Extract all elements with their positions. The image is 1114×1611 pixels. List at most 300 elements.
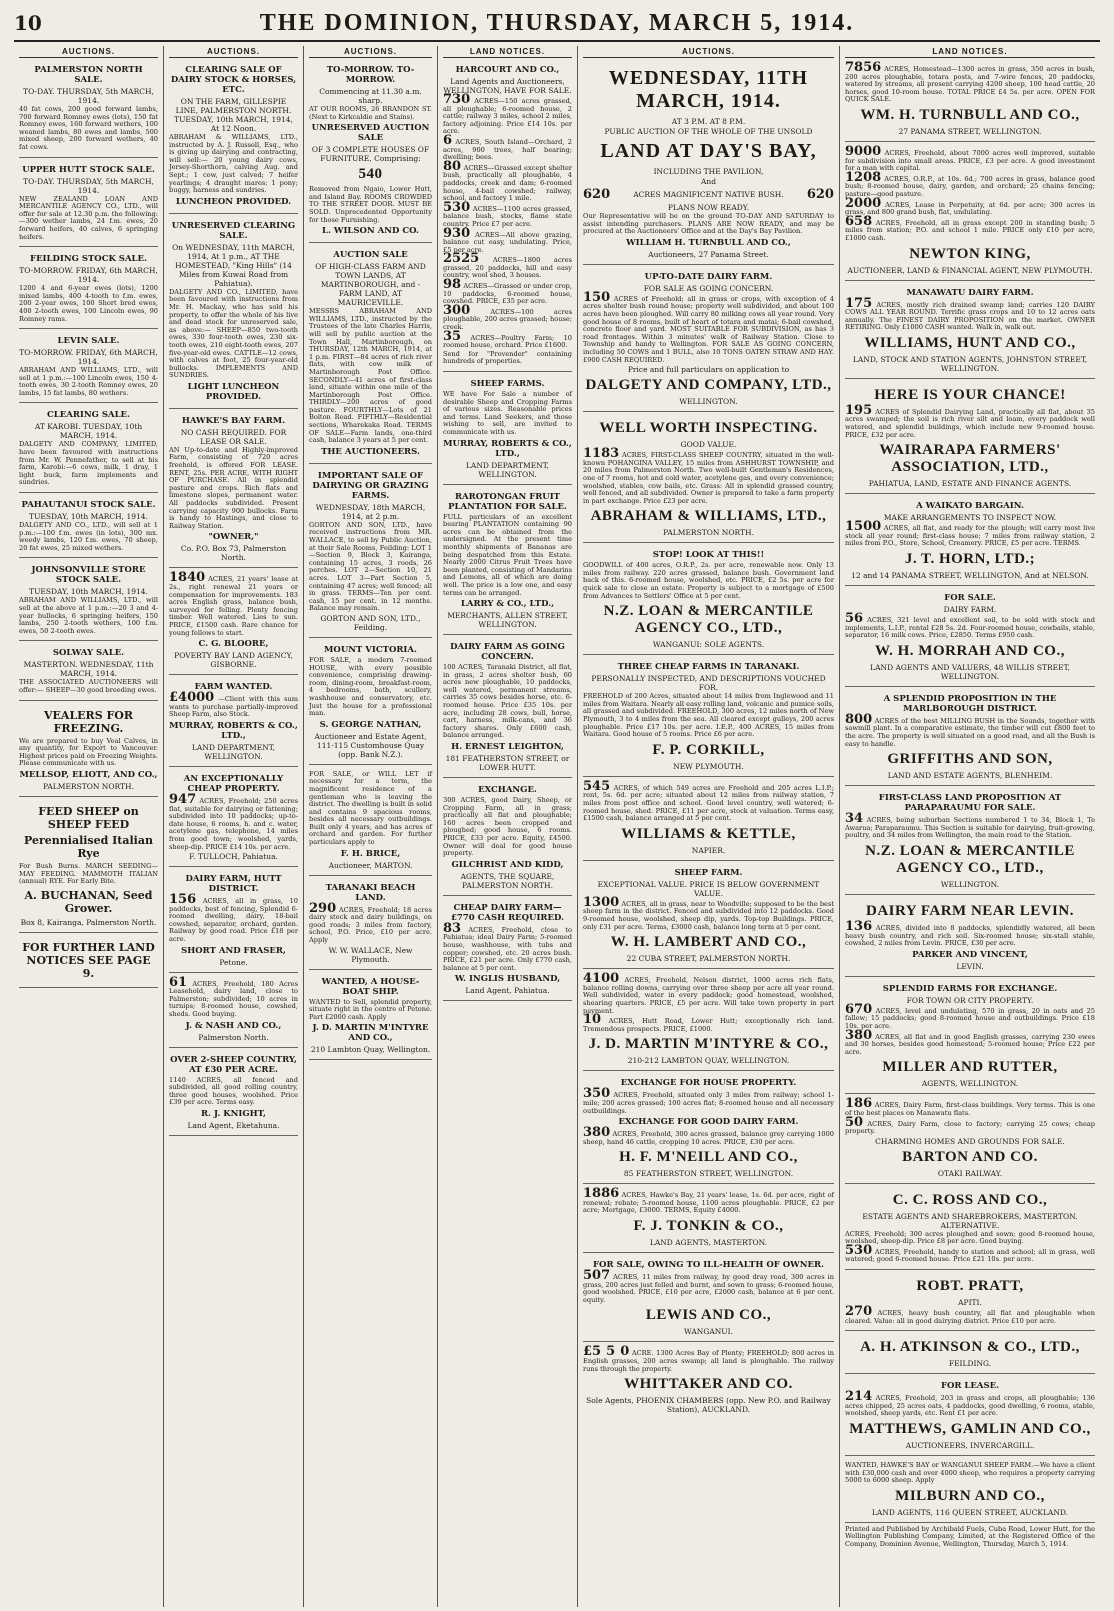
ad-body <box>845 402 1095 439</box>
ad-body <box>169 791 298 851</box>
ad-bay-of-plenty <box>583 1345 834 1419</box>
ad-body <box>845 60 1095 104</box>
ad-body: GOODWILL of 400 acres, O.R.P., 2s. per acre, renewable now. Only 13 miles from railway. 220 acres grassed, balance bush. Government land back of this. 6-roomed house, woolshed, etc. PRICE, £2 5s. per acre for quick sale to close an estate. Property is subject to a mortgage of £500 from Advances to Settlers' Office at 5 per cent. <box>583 561 834 600</box>
acreage: 150 <box>583 289 611 305</box>
acreage: 290 <box>309 900 337 916</box>
ad-title: SHEEP FARM. <box>674 867 743 878</box>
ad-title: OVER 2-SHEEP COUNTRY, AT £30 PER ACRE. <box>170 1054 297 1075</box>
ad-body: 300 ACRES, good Dairy, Sheep, or Cropping Farm, all in grass; practically all flat and ploughable; 160 acres been cropped and ploughed; good house, 6 rooms. PRICE, £33 per acre. Equity, £4500. Owner will deal for good house property. <box>443 796 572 858</box>
ad-address: AGENTS, THE SQUARE, PALMERSTON NORTH. <box>460 871 555 890</box>
acreage: 1500 <box>845 519 882 535</box>
ad-body <box>845 1001 1095 1031</box>
newspaper-title: THE DOMINION, THURSDAY, MARCH 5, 1914. <box>259 9 855 36</box>
ad-body: ABRAHAM AND WILLIAMS, LTD., will sell at the above at 1 p.m.:—20 3 and 4-year bullocks, 6 springing heifers, 150 lambs, 250 2-tooth wethers, 100 f.m. ewes, 50 2-tooth ewes. <box>19 596 158 635</box>
ad-text: ACRES of Freehold; all in grass or crops, with exception of 4 acres shelter bush round house; property well subdivided, and about 100 acres have been ploughed. Will carry 80 milking cows all year round. Very good house of 8 rooms, built of heart of totara and matai; 6-bail cowshed, concrete floor and yard. MOST SUITABLE FOR SUBDIVISION, as has 3 road frontages. Within 3 minutes' walk of Railway Station. Close to Township and handy to Wellington. FOR SALE AS GOING CONCERN, including 50 COWS and 1 BULL, also 10 TONS OATEN STRAW AND HAY. £900 CASH REQUIRED. <box>583 294 834 364</box>
ad-text: ACRES, level and undulating, 570 in grass, 20 in oats and 25 fallow; 15 paddocks; good 8-roomed house and outbuildings. Price £18 10s. per acre. <box>845 1006 1095 1030</box>
ad-text: ACRES, 11 miles from railway, by good dray road, 300 acres in grass, 200 acres just felled and burnt, and sown to grass; 6-roomed house, good woolshed. PRICE, £10 per acre, £2000 cash, balance at 6 per cent. equity. <box>583 1273 834 1304</box>
ad-text: ACRES, Homestead—1300 acres in grass, 350 acres in bush, 200 acres ploughable, totara posts, and 7-wire fences, 20 paddocks, watered by streams, all present carrying 4200 sheep, 100 head cattle, 20 horses, good 10-room house. TOTAL PRICE £4 5s. per acre. OPEN FOR QUICK SALE. <box>845 65 1095 104</box>
ad-address: WANGANUI: SOLE AGENTS. <box>652 640 765 650</box>
ad-advertiser: W. H. MORRAH AND CO., <box>875 642 1065 659</box>
ad-feed-sheep <box>19 800 158 933</box>
ad-address: PAHIATUA, LAND, ESTATE AND FINANCE AGENTS. <box>868 479 1072 489</box>
ad-address: AGENTS, WELLINGTON. <box>921 1079 1019 1089</box>
ad-title: HERE IS YOUR CHANCE! <box>874 386 1066 403</box>
ad-body <box>583 289 834 364</box>
ad-address: NAPIER. <box>691 845 726 855</box>
ad-text: ACRES, Freehold, 180 Acres Leasehold, dairy land, close to Palmerston; subdivided; 10 acres in turnips; 8-roomed house, cowshed, sheds. Good buying. <box>169 979 298 1019</box>
ad-address: Box 8, Kairanga, Palmerston North. <box>20 917 157 927</box>
ad-body: FOR SALE, or WILL LET if necessary for a term, the magnificent residence of a gentleman who is leaving the district. The dwelling is built in solid and contains 9 spacious rooms, besides all necessary outbuildings. Built only 4 years, and has acres of orchard and garden. For further particulars apply to <box>309 769 432 847</box>
ad-advertiser: A. BUCHANAN, Seed Grower. <box>24 888 153 915</box>
ad-exchange-house <box>583 1074 834 1184</box>
ad-furniture-sale <box>309 61 432 243</box>
page-number: 10 <box>14 11 42 35</box>
ad-body: ABRAHAM AND WILLIAMS, LTD., will sell at 1 p.m.:—100 Lincoln ewes, 150 4-tooth ewes, 30 2-tooth Romney ewes, 20 lambs, 15 fat lambs, 80 wethers. <box>19 366 158 397</box>
ad-text: ACRES, Lease in Perpetuity, at 6d. per acre; 300 acres in grass, and 800 grand bush, flat, undulating. <box>845 200 1095 217</box>
ad-text: ACRES, all flat, and ready for the plough; will carry most live stock all year round; first-class house; 7 miles from railway station, 2 miles from P.O., Store, School, Creamery. PRICE, £5 per acre. TERMS. <box>845 524 1095 548</box>
ad-address: 22 CUBA STREET, PALMERSTON NORTH. <box>626 954 791 964</box>
ad-text: ACRES, Freehold, Nelson district, 1000 acres rich flats, balance rolling downs, carrying over three sheep per acre all year round. Well subdivided, water in every paddock; good homestead, woolshed, shearing quarters. PRICE, £5 per acre. Will take town property in part payment. <box>583 976 834 1015</box>
acreage: 530 <box>443 199 471 215</box>
acreage: 350 <box>583 1086 611 1102</box>
ad-subtitle: AT KAROBI. TUESDAY, 10th MARCH, 1914. <box>34 422 143 441</box>
acreage: 6 <box>443 132 453 148</box>
ad-advertiser: A. H. ATKINSON & CO., LTD., <box>860 1339 1080 1356</box>
acreage: 83 <box>443 920 462 936</box>
acreage: 530 <box>845 1242 873 1258</box>
ad-address: Co. P.O. Box 73, Palmerston North. <box>180 544 287 563</box>
listing-text: ACRES, South Island—Orchard, 2 acres, 900 trees, half bearing; dwelling; bees. <box>443 137 572 162</box>
ad-atkinson <box>845 1334 1095 1374</box>
ad-body: Removed from Ngaio, Lower Hutt, and Island Bay. ROOMS CROWDED TO THE STREET DOOR. MUST BE SOLD. Unprecedented Opportunity for those Furnishing. <box>309 185 432 224</box>
ad-cheap-dairy <box>443 899 572 1002</box>
ad-address: 210 Lambton Quay, Wellington. <box>310 1045 431 1055</box>
ad-title: FOR SALE. <box>944 593 996 604</box>
ad-advertiser: WILLIAMS, HUNT AND CO., <box>864 334 1076 351</box>
ad-address: AUCTIONEERS, INVERCARGILL. <box>905 1441 1035 1451</box>
ad-milburn <box>845 1459 1095 1523</box>
ad-address: 27 PANAMA STREET, WELLINGTON. <box>898 126 1042 136</box>
ad-marlborough <box>845 690 1095 786</box>
ad-text: ACRES, Freehold, 300 acres grassed, balance grey carrying 1000 sheep, hand 46 cattle, cropping 10 acres. PRICE, £30 per acre. <box>583 1130 834 1146</box>
ad-ross <box>845 1187 1095 1270</box>
ad-title: EXCHANGE. <box>478 785 537 796</box>
ad-subtitle: TO-DAY. THURSDAY, 5th MARCH, 1914. <box>23 176 154 195</box>
ad-levin-dairy <box>845 898 1095 977</box>
ad-address: Land Agent, Pahiatua. <box>465 986 550 996</box>
ad-sheep-farms <box>443 375 572 485</box>
ad-title: SHEEP FARMS. <box>470 379 545 389</box>
ad-cheap-property <box>169 770 298 867</box>
ad-napier-farm <box>583 780 834 861</box>
ad-title: FEILDING STOCK SALE. <box>30 254 147 265</box>
ad-body <box>845 1304 1095 1325</box>
ad-body: For Bush Burns. MARCH SEEDING—MAY FEEDING. MAMMOTH ITALIAN (annual) RYE. For Early Bite. <box>19 861 158 886</box>
ad-petone-property <box>309 973 432 1061</box>
ad-address: PALMERSTON NORTH. <box>663 528 754 538</box>
ad-subtitle: WEDNESDAY, 18th MARCH, 1914, at 2 p.m. <box>315 502 426 521</box>
column-heading: AUCTIONS. <box>309 46 432 58</box>
ad-exchange <box>443 781 572 896</box>
ad-body <box>845 1389 1095 1418</box>
column-heading: AUCTIONS. <box>19 46 158 58</box>
ad-title: A WAIKATO BARGAIN. <box>916 501 1024 512</box>
ad-body: NEW ZEALAND LOAN AND MERCANTILE AGENCY CO., LTD., will offer for sale at 12.30 p.m. the following:—300 wether lambs, 24 f.m. ewes, 20 forward heifers, 40 calves, 6 springing heifers. <box>19 194 158 241</box>
ad-text: ACRES, Freehold; 18 acres dairy stock and dairy buildings, on good roads; 3 miles from factory, school, P.O. Price, £10 per acre. Apply <box>309 905 432 945</box>
ad-clearing-sale-dairy <box>169 61 298 214</box>
ad-title: LEVIN SALE. <box>57 336 120 347</box>
ad-text: ACRES, Dairy Farm, first-class buildings. Very terms. This is one of the best places on Manawatu flats. <box>845 1101 1095 1117</box>
acreage: 507 <box>583 1268 611 1284</box>
ad-text: ACRES of the best MILLING BUSH in the Sounds, together with sawmill plant. In a comparative estimate, the timber will cut £800 feet to the acre. The property is well situated on a good road, and all the Bush is easy to handle. <box>845 716 1095 748</box>
ad-body <box>169 974 298 1019</box>
ad-body <box>845 811 1095 840</box>
ad-text: ACRES, divided into 8 paddocks, splendidly watered, all been heavy bush country, and rich soil. Six-roomed house; six-stall stable, cowshed, 2 miles from Levin. PRICE, £30 per acre. <box>845 923 1095 948</box>
ad-body <box>443 920 572 973</box>
acreage: 1208 <box>845 169 882 185</box>
ad-address: ESTATE AGENTS AND SHAREBROKERS, MASTERTON. ALTERNATIVE. <box>862 1211 1078 1230</box>
ad-advertiser: N.Z. LOAN & MERCANTILE AGENCY CO., LTD., <box>603 603 814 637</box>
acreage: 156 <box>169 892 197 908</box>
ad-address: APITI. <box>958 1298 982 1308</box>
acreage: 270 <box>845 1304 873 1320</box>
acreage: 930 <box>443 225 471 241</box>
ad-body: FULL particulars of an excellent bearing PLANTATION containing 90 acres can be obtained from the undersigned. At the present time monthly shipments of Bananas are being despatched from this Estate. Nearly 2000 Citrus Fruit Trees have been planted, consisting of Mandarins and Lemons, all of which are doing well. The price is a low one, and easy terms can be arranged. <box>443 512 572 597</box>
ad-advertiser: WM. H. TURNBULL AND CO., <box>860 106 1080 123</box>
ad-address: Petone. <box>219 957 248 967</box>
ad-turnbull-homestead <box>845 61 1095 142</box>
ad-mount-victoria <box>309 641 432 765</box>
ad-title: A SPLENDID PROPOSITION IN THE MARLBOROUGH DISTRICT. <box>883 693 1057 714</box>
ad-subtitle: OF 3 COMPLETE HOUSES OF FURNITURE, Comprising: <box>311 145 430 164</box>
ad-address: LAND AND ESTATE AGENTS, BLENHEIM. <box>887 771 1053 781</box>
ad-advertiser: N.Z. LOAN & MERCANTILE AGENCY CO., LTD., <box>865 842 1075 876</box>
ad-body <box>845 143 1095 173</box>
ad-advertiser: MURRAY, ROBERTS & CO., LTD., <box>443 438 572 459</box>
ad-address: LAND DEPARTMENT, WELLINGTON. <box>465 460 550 479</box>
ad-body <box>845 1096 1095 1117</box>
ad-text: ACRES, Hawke's Bay, 21 years' lease, 1s. 6d. per acre, right of renewal; rebate; 5-roomed house, 1100 acres ploughable. PRICE, £2 per acre; Mortgage, £3000. TERMS, Equity £4000. <box>583 1191 834 1215</box>
ad-clearing-sale <box>19 406 158 493</box>
ad-title: IMPORTANT SALE OF DAIRYING OR GRAZING FARMS. <box>312 470 429 501</box>
ad-address: FEILDING. <box>948 1359 992 1369</box>
ad-advertiser: WHITTAKER AND CO. <box>624 1376 793 1393</box>
ad-advertiser: F. P. CORKILL, <box>652 741 765 758</box>
ad-title: AUCTION SALE <box>333 250 408 261</box>
ad-advertiser: R. J. KNIGHT, <box>200 1109 267 1119</box>
ad-subtitle: EXCEPTIONAL VALUE. PRICE IS BELOW GOVERNMENT VALUE. <box>597 879 820 898</box>
ad-advertiser: SHORT AND FRASER, <box>181 945 286 956</box>
ad-body <box>845 213 1095 243</box>
ad-subtitle: Commencing at 11.30 a.m. sharp. <box>319 87 422 105</box>
ad-title: PAHAUTANUI STOCK SALE. <box>21 500 156 511</box>
ad-body <box>583 1268 834 1304</box>
ad-hawkes-bay-farm <box>169 412 298 569</box>
ad-title: JOHNSONVILLE STORE STOCK SALE. <box>31 565 146 586</box>
ad-paraparaumu <box>845 789 1095 895</box>
listing-text: ACRES—All above grazing, balance cut easy, undulating. Price, £5 per acre. <box>443 230 572 254</box>
acreage: 4100 <box>583 971 620 987</box>
ad-address: LAND, STOCK AND STATION AGENTS, JOHNSTON STREET, WELLINGTON. <box>852 354 1088 373</box>
ad-advertiser: GRIFFITHS AND SON, <box>887 751 1053 768</box>
acreage: 7856 <box>845 60 882 75</box>
ad-address: WANGANUI. <box>684 1327 733 1337</box>
ad-address: PALMERSTON NORTH. <box>43 781 134 791</box>
ad-subtitle: DAIRY FARM. <box>943 605 997 615</box>
ad-text: ACRES, Freehold, situated only 3 miles from railway; school 1-mile; 200 acres grassed; 100 acres flat; 8-roomed house and all necessary outbuildings. <box>583 1091 834 1115</box>
ad-text: ACRES, Freehold; 250 acres flat, suitable for dairying or fattening; subdivided into 10 paddocks; up-to-date house, 6 rooms, h. and c. water, acetylene gas, telephone, 14 miles from good town; woolshed, yards, sheep-dip. PRICE £14 10s. per acre. <box>169 796 298 851</box>
ad-newton-king <box>845 145 1095 281</box>
ad-subtitle: MAKE ARRANGEMENTS TO INSPECT NOW. <box>883 513 1057 523</box>
ad-address: Sole Agents, PHOENIX CHAMBERS (opp. New P.O. and Railway Station), AUCKLAND. <box>586 1396 831 1415</box>
acreage: 2000 <box>845 195 882 211</box>
ad-body <box>845 295 1096 332</box>
ad-advertiser: PARKER AND VINCENT, <box>912 949 1028 960</box>
ad-body: 100 ACRES, Taranaki District, all flat, in grass, 2 acres shelter bush, 60 acres new ploughable, 10 paddocks, well watered, permanent streams, carries 35 cows besides horse, etc. 6-roomed house. Price £35 10s. per acre, including 28 cows, bull, horse, cart, harness, milk-cans, and 36 factory shares. Only £600 cash, balance arranged. <box>443 663 572 740</box>
acreage: 730 <box>443 92 471 107</box>
ad-advertiser: ROBT. PRATT, <box>916 1278 1024 1295</box>
ad-title: FEED SHEEP on SHEEP FEED <box>38 804 139 831</box>
ad-address: NEW PLYMOUTH. <box>673 761 744 771</box>
acreage: 9000 <box>845 143 882 159</box>
ad-body: ACRES, Freehold; 300 acres ploughed and sown; good 8-roomed house, woolshed, sheep-dip. Price £8 per acre. Good buying. <box>845 1229 1095 1246</box>
acreage: 195 <box>845 402 873 418</box>
ad-title: RAROTONGAN FRUIT PLANTATION FOR SALE. <box>448 491 567 512</box>
ad-body <box>583 778 834 823</box>
acreage: 175 <box>845 295 873 311</box>
ad-vealers <box>19 704 158 797</box>
ad-body: 1200 4 and 6-year ewes (lots), 1200 mixed lambs, 400 4-tooth to f.m. ewes, 200 2-year ewes, 100 Short bred ewes, 400 2-tooth ewes, 100 Lincoln ewes, 90 Romney rams. <box>19 284 158 323</box>
ad-title: FIRST-CLASS LAND PROPOSITION AT PARAPARAUMU FOR SALE. <box>878 793 1062 814</box>
column-3 <box>304 46 438 1607</box>
ad-address: Palmerston North. <box>198 1032 269 1042</box>
ad-advertiser: DALGETY AND COMPANY, LTD., <box>585 377 832 394</box>
ad-text: ACRES, Dairy Farm, close to factory; carrying 25 cows; cheap property. <box>845 1119 1095 1136</box>
ad-title: SPLENDID FARMS FOR EXCHANGE. <box>882 983 1058 994</box>
ad-title: VEALERS FOR FREEZING. <box>43 708 134 735</box>
ad-body: AT OUR ROOMS, 26 BRANDON ST. (Next to Kirkcaldie and Stains). <box>309 105 432 121</box>
ad-advertiser: MILLER AND RUTTER, <box>882 1059 1058 1076</box>
listing-text: ACRES—100 acres ploughable, 200 acres grassed; house; creek. <box>443 307 572 332</box>
ad-subtitle: ACRES MAGNIFICENT NATIVE BUSH. <box>633 190 784 199</box>
listing-text: ACRES—150 acres grassed, all ploughable; 6-roomed house, 2 cattle; railway 3 miles, school 2 miles, factory adjoining. Price £14 10s. per acre. <box>443 97 572 136</box>
listing <box>443 251 572 280</box>
ad-advertiser: MURRAY, ROBERTS & CO., LTD., <box>169 720 298 741</box>
ad-rarotongan-plantation <box>443 488 572 636</box>
ad-body <box>583 1344 835 1373</box>
ad-address: WELLINGTON. <box>940 879 1000 889</box>
sale-date: WEDNESDAY, 11TH MARCH, 1914. <box>608 67 809 112</box>
listing-text: ACRES—1800 acres grassed, 20 paddocks, hill and easy country, wool shed, 3 houses. <box>443 256 572 280</box>
ad-title: DAIRY FARM AS GOING CONCERN. <box>450 642 565 663</box>
ad-barton <box>845 1097 1095 1183</box>
ad-title: FOR SALE, OWING TO ILL-HEALTH OF OWNER. <box>593 1260 824 1271</box>
ad-body <box>169 570 298 637</box>
ad-feilding-sale <box>19 250 158 329</box>
ad-advertiser: MILBURN AND CO., <box>895 1487 1045 1504</box>
ad-61-acres <box>169 976 298 1048</box>
ad-address: LAND DEPARTMENT, WELLINGTON. <box>191 742 276 761</box>
ad-footer: LIGHT LUNCHEON PROVIDED. <box>187 381 280 402</box>
ad-upper-hutt-sale <box>19 161 158 248</box>
acreage: 136 <box>845 918 873 934</box>
ad-advertiser: H. F. M'NEILL AND CO., <box>619 1149 798 1166</box>
ad-subtitle: NO CASH REQUIRED. FOR LEASE OR SALE. <box>180 427 287 446</box>
acreage: 2525 <box>443 251 480 267</box>
ad-advertiser: W. H. LAMBERT AND CO., <box>610 934 807 951</box>
ad-text: ACRES, Freehold, 203 in grass and crops, all ploughable; 136 acres chipped, 25 acres oats, 4 paddocks, good dwelling, 6 rooms, stable, woolshed, sheep yards, etc. Rent £1 per acre. <box>845 1394 1095 1418</box>
ad-body: 40 fat cows, 200 good forward lambs, 700 forward Romney ewes (lots), 150 fat Romney ewes, 160 forward wethers, 100 weaned lambs, 80 ewes and lambs, 500 mixed sheep, 200 forward wethers, 40 fat cows. <box>19 105 158 151</box>
ad-title: AN EXCEPTIONALLY CHEAP PROPERTY. <box>183 773 284 794</box>
ad-pahautanui-sale <box>19 496 158 558</box>
ad-unreserved-clearing <box>169 217 298 409</box>
column-heading: AUCTIONS. <box>583 46 834 58</box>
ad-title: HARCOURT AND CO., <box>455 65 560 75</box>
ad-title: EXCHANGE FOR HOUSE PROPERTY. <box>620 1078 797 1089</box>
ad-address: LEVIN. <box>956 961 984 971</box>
ad-title: SOLWAY SALE. <box>52 648 125 659</box>
ad-footer: Send for "Provender" containing hundreds of properties. <box>443 349 572 366</box>
listing-text: ACRES—Grassed or under crop, 10 paddocks, 6-roomed house, cowshed. PRICE, £35 per acre. <box>443 282 572 306</box>
acreage: 35 <box>443 328 462 344</box>
acreage: 658 <box>845 213 873 229</box>
ad-title: STOP! LOOK AT THIS!! <box>652 550 765 561</box>
ad-address: 181 FEATHERSTON STREET, or LOWER HUTT. <box>445 754 570 773</box>
ad-body <box>583 1125 834 1146</box>
ad-body <box>845 1114 1095 1136</box>
sale-time: AT 3 P.M. AT 8 P.M. <box>671 117 746 126</box>
ad-title: UPPER HUTT STOCK SALE. <box>22 164 155 175</box>
ad-advertiser: J. D. MARTIN M'INTYRE & CO., <box>588 1036 829 1053</box>
ad-advertiser: H. ERNEST LEIGHTON, <box>451 742 564 753</box>
ad-body <box>309 900 432 945</box>
ad-text: ACRES, all in grass, 10 paddocks, best of fencing, Splendid 6-roomed dwelling, dairy, 18-bail cowshed, separator, orchard, garden. Railway by good road. Price £18 per acre. <box>169 897 298 944</box>
acreage: 1300 <box>583 894 620 910</box>
ad-title: CLEARING SALE. <box>47 410 130 421</box>
ad-title: FARM WANTED. <box>194 682 273 693</box>
ad-address: Auctioneer, MARTON. <box>328 860 413 870</box>
ad-subtitle: TUESDAY, 10th MARCH, 1914. <box>29 587 148 597</box>
ad-harcourt <box>443 61 572 372</box>
ad-subtitle: Land Agents and Auctioneers, WELLINGTON, HAVE FOR SALE. <box>443 77 572 95</box>
ad-subtitle: TO-DAY. THURSDAY, 5th MARCH, 1914. <box>23 87 154 105</box>
ad-subtitle: TO-MORROW. FRIDAY, 6th MARCH, 1914. <box>19 348 158 367</box>
ad-body <box>845 611 1095 640</box>
ad-residence-marton <box>309 768 432 876</box>
ad-up-to-date-dairy <box>583 268 834 412</box>
listing <box>443 328 572 350</box>
ad-body: FOR SALE, a modern 7-roomed HOUSE, with every possible convenience, comprising drawing-room, dining-room, breakfast-room, 4 bedrooms, bath, scullery, washhouse and conservatory, etc. Just the house for a professional man. <box>309 655 432 718</box>
acreage: 545 <box>583 778 611 794</box>
notice-text: FOR FURTHER LAND NOTICES SEE PAGE 9. <box>22 940 155 980</box>
ad-text: ACRES, of which 549 acres are Freehold and 205 acres L.I.P.; rent, 5s. 6d. per acre; situated about 12 miles from railway station, 7 miles from post office and school. Good level country, well watered; 6-roomed house, shed. PRICE, £11 per acre, stock at valuation. Terms easy, £1500 cash, balance arranged at 5 per cent. <box>583 783 834 823</box>
ad-address: Land Agent, Eketahuna. <box>187 1121 280 1130</box>
ad-address: Auctioneer and Estate Agent, 111-115 Customhouse Quay (opp. Bank N.Z.). <box>314 731 427 759</box>
ad-address: AUCTIONEER, LAND & FINANCIAL AGENT, NEW PLYMOUTH. <box>847 265 1093 275</box>
ad-further-notices <box>19 936 158 988</box>
acreage: 380 <box>845 1027 873 1043</box>
ad-body: DALGETY AND COMPANY, LIMITED, have been favoured with instructions from Mr. W. Pennefather, to sell at his farm, Karobi:—6 cows, milk, 1 dray, 1 light buck, farm implements and sundries. <box>19 440 158 487</box>
ad-farm-wanted <box>169 678 298 767</box>
listing <box>443 158 572 203</box>
acreage: 800 <box>845 711 873 727</box>
ad-advertiser: J. D. MARTIN M'INTYRE AND CO., <box>312 1023 429 1044</box>
ad-body <box>845 519 1095 548</box>
ad-footer: LUNCHEON PROVIDED. <box>175 196 292 207</box>
ad-body: WE have For Sale a number of desirable Sheep and Cropping Farms of various sizes. Reasonable prices and terms. Land Seekers, and those wishing to sell, are invited to communicate with us. <box>443 390 572 436</box>
ad-body: AN Up-to-date and Highly-improved Farm, consisting of 720 acres freehold, is offered FOR LEASE. RENT, 25s. PER ACRE, WITH RIGHT OF PURCHASE. All in splendid pasture and crops. Rich flats and limestone slopes, permanent water. All paddocks subdivided. Present carrying capacity 900 bullocks. Farm is handy to Hastings, and close to Railway Station. <box>169 445 298 530</box>
ad-text: —Client with this sum wants to purchase partially-improved Sheep Farm, also Stock. <box>169 695 298 719</box>
ad-advertiser: MELLSOP, ELIOTT, AND CO., <box>19 769 158 780</box>
ad-text: ACRES, heavy bush country, all flat and ploughable when cleared. Value: all in good dairying district. Price £10 per acre. <box>845 1309 1095 1325</box>
ad-ill-health <box>583 1256 834 1342</box>
ad-advertiser: C. G. BLOORE, <box>198 639 269 650</box>
ad-subtitle: OF HIGH-CLASS FARM AND TOWN LANDS, AT MARTINBOROUGH, and - FARM LAND, AT MAURICEVILLE. <box>315 262 426 308</box>
ad-1840-acres <box>169 571 298 675</box>
ad-heading: UNRESERVED AUCTION SALE <box>311 123 430 144</box>
ad-your-chance <box>845 382 1095 494</box>
ad-subtitle: FOR SALE AS GOING CONCERN. <box>643 283 774 293</box>
ad-subtitle: TUESDAY, 10th MARCH, 1914. <box>29 512 148 522</box>
ad-stop-look <box>583 546 834 655</box>
ad-subtitle: PERSONALLY INSPECTED, AND DESCRIPTIONS VOUCHED FOR. <box>591 674 826 693</box>
ad-address: 12 and 14 PANAMA STREET, WELLINGTON, And at NELSON. <box>851 571 1089 581</box>
ad-text: ACRES, 321 level and excellent soil, to be sold with stock and implements, L.I.P., rental £28 5s. 2d. Four-roomed house, cowbails, stable, separator, 16 milk cows. Price, £2850. Terms £950 cash. <box>845 616 1095 640</box>
column-1 <box>14 46 164 1607</box>
ad-dairy-hutt <box>169 870 298 973</box>
listing-text: ACRES—Poultry Farm; 10 roomed house, orchard. Price £1600. <box>443 333 572 350</box>
ad-text: ACRES, FIRST-CLASS SHEEP COUNTRY, situated in the well-known POHANGINA VALLEY, 15 miles from ASHHURST TOWNSHIP, and 20 miles from Palmerston North. Two well-built Gentleman's Residences, one of 7 rooms, hot and cold water, acetylene gas, and every convenience; woolshed, stables, cow bails, etc. Grass: All in splendid grassed country, well fenced, and all subdivided. Owner is prepared to take a farm property in part exchange. Price £23 per acre. <box>583 451 834 505</box>
column-6 <box>840 46 1100 1607</box>
ad-body: GORTON AND SON, LTD., have received instructions from MR. WALLACE, to sell by Public Auction, at their Sale Rooms, Feilding: LOT 1—Section 9, Block 3, Kairanga, containing 15 acres, 3 roods, 26 perches. LOT 2—Section 10, 21 acres. LOT 3—Part Section 5, containing 47 acres; well fenced; all in grass. TERMS—Ten per cent. cash, 15 per cent. in 12 months. Balance may remain. <box>309 520 432 613</box>
ad-body: THE ASSOCIATED AUCTIONEERS will offer:— SHEEP—30 good breeding ewes. <box>19 678 158 694</box>
ad-title: FOR LEASE. <box>940 1381 1000 1392</box>
ad-title: DAIRY FARM NEAR LEVIN. <box>866 902 1074 919</box>
ad-text: ACRES, all flat and in good English grasses, carrying 230 ewes and 30 horses, besides good homestead; 5-roomed house; Price £22 per acre. <box>845 1032 1095 1056</box>
ad-address: MERCHANTS, ALLEN STREET, WELLINGTON. <box>447 611 568 630</box>
ad-title: TARANAKI BEACH LAND. <box>325 882 416 903</box>
ad-address: LAND AGENTS AND VALUERS, 48 WILLIS STREET, WELLINGTON. <box>870 662 1070 681</box>
ad-text: ACRES, being suburban Sections numbered 1 to 34, Block 1, Te Awarua; Paraparaumu. This Section is suitable for dairying, fruit-growing, poultry, and 34 miles from Wellington, the main road to the Station. <box>845 816 1095 840</box>
price: £5 5 0 <box>583 1344 630 1360</box>
acreage: 1183 <box>583 446 620 462</box>
ad-johnsonville-sale <box>19 561 158 641</box>
ad-address: LAND AGENTS, MASTERTON. <box>649 1238 768 1248</box>
ad-text: ACRES, O.R.P., at 10s. 6d.; 700 acres in grass, balance good bush; 8-roomed house, dairy, garden, and orchard; 25 chains fencing; pasture—good pasture. <box>845 174 1095 198</box>
acreage: 380 <box>583 1125 611 1141</box>
column-2 <box>164 46 304 1607</box>
ad-taranaki-beach <box>309 879 432 970</box>
ad-advertiser: ABRAHAM & WILLIAMS, LTD., <box>590 508 827 525</box>
ad-martinborough-sale <box>309 246 432 464</box>
ad-address: WELLINGTON. <box>679 397 738 407</box>
ad-body: DALGETY AND CO., LIMITED, have been favoured with instructions from Mr. H. Mackay, who has sold his property, to offer the whole of his live and dead stock for unreserved sale, as above:— SHEEP—850 two-tooth ewes, 330 four-tooth ewes, 230 six-tooth ewes, 210 eight-tooth ewes, 207 five-year-old ewes. CATTLE—12 cows, with calves at foot, 25 four-year-old bullocks. IMPLEMENTS AND SUNDRIES. <box>169 287 298 380</box>
ad-advertiser: F. J. TONKIN & CO., <box>633 1218 784 1235</box>
acreage: 1886 <box>583 1186 620 1202</box>
ad-text: ACRES, Freehold, handy to station and school; all in grass, well watered; good 6-roomed house. Price £21 10s. per acre. <box>845 1247 1095 1264</box>
ad-subtitle: INCLUDING THE PAVILION, <box>653 167 764 176</box>
ad-body <box>169 892 298 944</box>
ad-subtitle: On WEDNESDAY, 11th MARCH, 1914, At 1 p.m., AT THE HOMESTEAD, "King Hills" (14 Miles from Kuwai Road from Pahiatua). <box>172 242 295 288</box>
ad-body <box>845 195 1095 217</box>
ad-subtitle: And <box>700 177 717 186</box>
ad-body <box>583 446 834 505</box>
ad-subtitle: Perennialised Italian Rye <box>24 833 153 860</box>
ad-advertiser: BARTON AND CO. <box>902 1148 1038 1165</box>
ad-title: EXCHANGE FOR GOOD DAIRY FARM. <box>618 1117 799 1128</box>
ad-sheep-farm-value <box>583 864 834 969</box>
acreage: 50 <box>845 1114 864 1130</box>
